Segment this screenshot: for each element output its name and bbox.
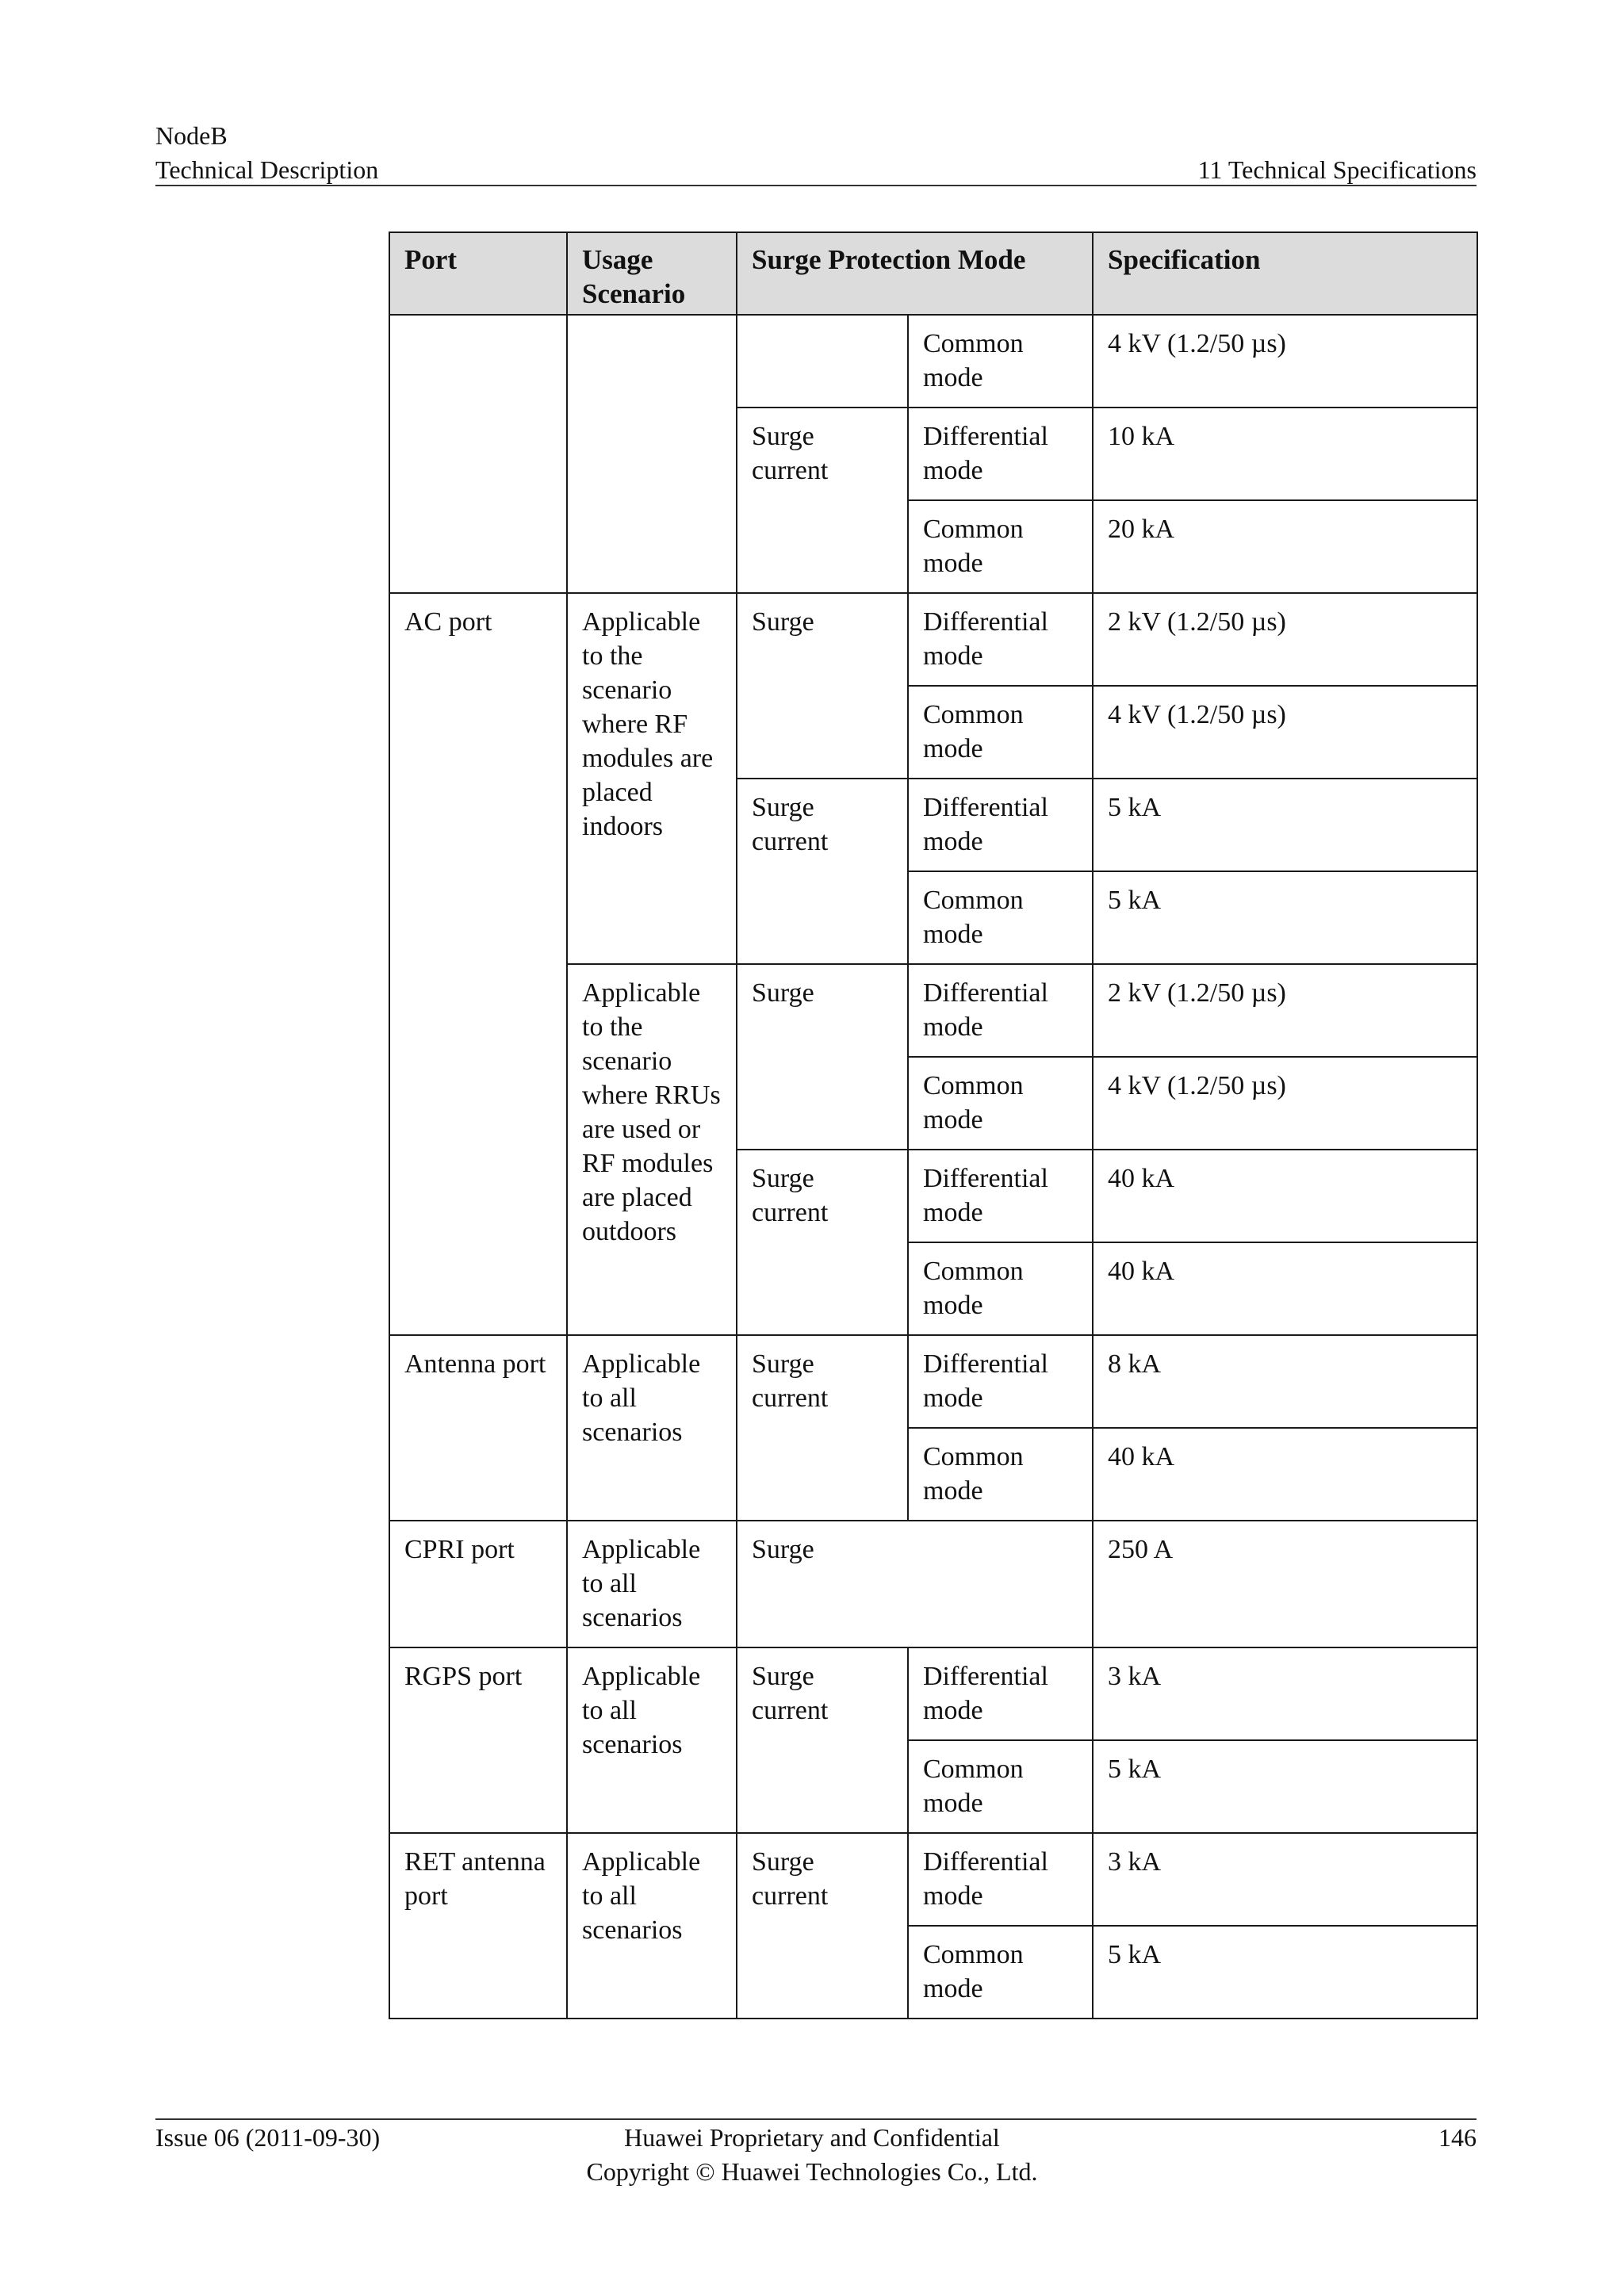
- mode-cell: Common mode: [908, 1057, 1093, 1150]
- spec-cell: 5 kA: [1093, 871, 1477, 964]
- footer-issue: Issue 06 (2011-09-30): [155, 2123, 381, 2152]
- spec-cell: 4 kV (1.2/50 µs): [1093, 686, 1477, 779]
- table-row: [389, 593, 1477, 686]
- spec-cell: 4 kV (1.2/50 µs): [1093, 315, 1477, 408]
- mode-cell: Common mode: [908, 315, 1093, 408]
- header-chapter: 11 Technical Specifications: [1197, 155, 1477, 184]
- port-cell-empty: [389, 315, 567, 593]
- port-cell-ac: AC port: [389, 593, 567, 1335]
- scenario-cell-indoor: Applicable to the scenario where RF modules are placed indoors: [567, 593, 737, 964]
- table-row: [389, 1647, 1477, 1740]
- mode-cell: Common mode: [908, 871, 1093, 964]
- column-header-specification: Specification: [1093, 232, 1477, 315]
- type-cell: Surge current: [737, 1150, 908, 1335]
- page-number: 146: [1438, 2123, 1477, 2152]
- spec-cell: 2 kV (1.2/50 µs): [1093, 593, 1477, 686]
- spec-cell: 5 kA: [1093, 1926, 1477, 2019]
- type-cell-empty: [737, 315, 908, 408]
- table-row: [389, 1521, 1477, 1647]
- spec-cell: 40 kA: [1093, 1150, 1477, 1242]
- mode-cell: Common mode: [908, 1242, 1093, 1335]
- type-cell: Surge current: [737, 1647, 908, 1833]
- spec-cell: 4 kV (1.2/50 µs): [1093, 1057, 1477, 1150]
- mode-cell: Common mode: [908, 686, 1093, 779]
- spec-cell: 2 kV (1.2/50 µs): [1093, 964, 1477, 1057]
- spec-cell: 10 kA: [1093, 408, 1477, 500]
- spec-cell: 3 kA: [1093, 1647, 1477, 1740]
- scenario-cell: Applicable to all scenarios: [567, 1833, 737, 2019]
- type-cell: Surge current: [737, 408, 908, 593]
- port-cell-rgps: RGPS port: [389, 1647, 567, 1833]
- type-cell: Surge current: [737, 1335, 908, 1521]
- column-header-usage-scenario: Usage Scenario: [567, 232, 737, 315]
- type-cell: Surge: [737, 964, 908, 1150]
- port-cell-ret: RET antenna port: [389, 1833, 567, 2019]
- mode-cell: Differential mode: [908, 779, 1093, 871]
- scenario-cell: Applicable to all scenarios: [567, 1647, 737, 1833]
- mode-cell: Differential mode: [908, 593, 1093, 686]
- spec-cell: 40 kA: [1093, 1428, 1477, 1521]
- mode-cell: Common mode: [908, 500, 1093, 593]
- mode-cell: Common mode: [908, 1926, 1093, 2019]
- header-doc-title: Technical Description: [155, 155, 379, 184]
- spec-cell: 8 kA: [1093, 1335, 1477, 1428]
- scenario-cell-outdoor: Applicable to the scenario where RRUs are used or RF modules are placed outdoors: [567, 964, 737, 1335]
- port-cell-cpri: CPRI port: [389, 1521, 567, 1647]
- scenario-cell-empty: [567, 315, 737, 593]
- mode-cell: Differential mode: [908, 408, 1093, 500]
- type-cell: Surge: [737, 593, 908, 779]
- footer-rule: [155, 2118, 1477, 2120]
- scenario-cell: Applicable to all scenarios: [567, 1521, 737, 1647]
- column-header-surge-protection-mode: Surge Protection Mode: [737, 232, 1093, 315]
- type-cell: Surge current: [737, 779, 908, 964]
- spec-cell: 250 A: [1093, 1521, 1477, 1647]
- mode-cell: Differential mode: [908, 1647, 1093, 1740]
- spec-cell: 20 kA: [1093, 500, 1477, 593]
- header-product: NodeB: [155, 121, 228, 150]
- page-header-left: [155, 119, 378, 187]
- table-row: [389, 1833, 1477, 1926]
- spec-cell: 40 kA: [1093, 1242, 1477, 1335]
- footer-copyright: Copyright © Huawei Technologies Co., Ltd.: [586, 2157, 1038, 2186]
- type-cell: Surge current: [737, 1833, 908, 2019]
- type-cell: Surge: [737, 1521, 1093, 1647]
- spec-cell: 5 kA: [1093, 1740, 1477, 1833]
- mode-cell: Differential mode: [908, 1150, 1093, 1242]
- footer-center: [0, 2121, 1624, 2189]
- table-header-row: [389, 232, 1477, 315]
- mode-cell: Differential mode: [908, 1833, 1093, 1926]
- table-row: [389, 315, 1477, 408]
- header-rule: [155, 185, 1477, 186]
- scenario-cell: Applicable to all scenarios: [567, 1335, 737, 1521]
- spec-cell: 3 kA: [1093, 1833, 1477, 1926]
- mode-cell: Common mode: [908, 1428, 1093, 1521]
- surge-protection-table: [389, 232, 1478, 2019]
- mode-cell: Common mode: [908, 1740, 1093, 1833]
- mode-cell: Differential mode: [908, 964, 1093, 1057]
- table-row: [389, 1335, 1477, 1428]
- footer-confidential: Huawei Proprietary and Confidential: [624, 2123, 1000, 2152]
- port-cell-antenna: Antenna port: [389, 1335, 567, 1521]
- column-header-port: Port: [389, 232, 567, 315]
- mode-cell: Differential mode: [908, 1335, 1093, 1428]
- spec-cell: 5 kA: [1093, 779, 1477, 871]
